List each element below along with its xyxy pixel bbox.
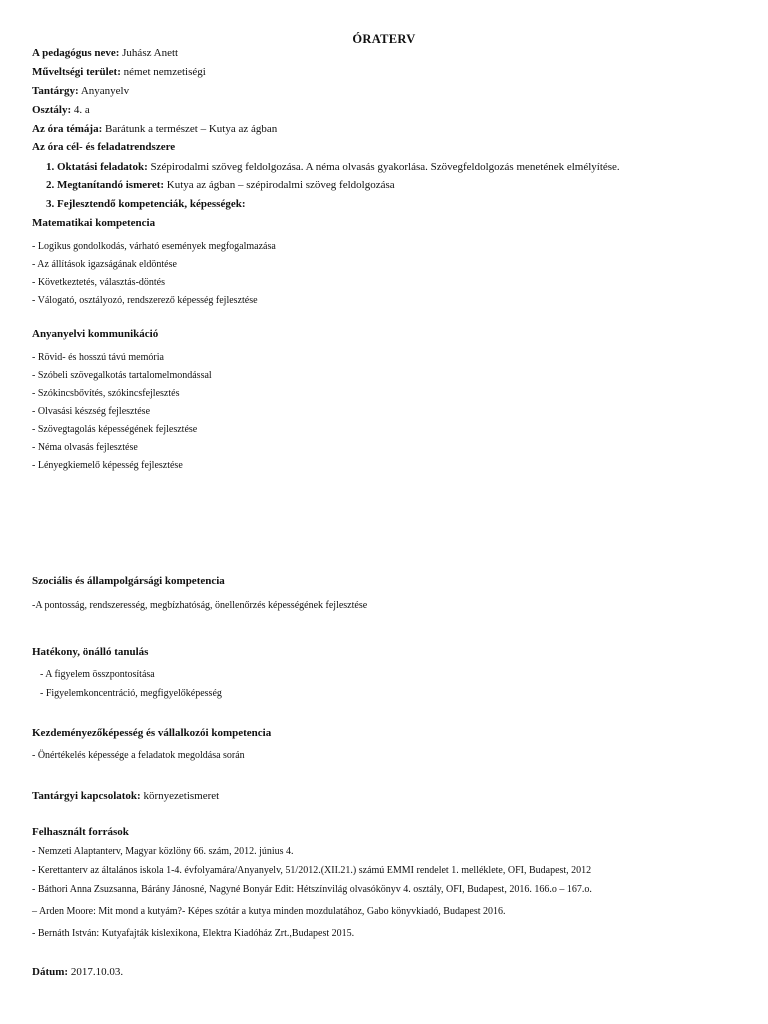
list-item: - Következtetés, választás-döntés: [32, 277, 166, 288]
subject-value: Anyanyelv: [80, 85, 130, 97]
subject-area-value: német nemzetiségi: [123, 66, 206, 78]
list-item: - Figyelemkoncentráció, megfigyelőképesség: [40, 688, 222, 699]
lang-heading: Anyanyelvi kommunikáció: [32, 328, 159, 340]
initiative-heading: Kezdeményezőképesség és vállalkozói kompetencia: [32, 727, 272, 739]
list-item: -A pontosság, rendszeresség, megbízhatóság, önellenőrzés képességének fejlesztése: [32, 600, 368, 611]
teacher-value: Juhász Anett: [122, 47, 179, 59]
lesson-topic-value: Barátunk a természet – Kutya az ágban: [105, 123, 278, 135]
list-item: - Szóbeli szövegalkotás tartalomelmondással: [32, 370, 212, 381]
teacher-label: A pedagógus neve:: [32, 47, 120, 59]
social-heading: Szociális és állampolgársági kompetencia: [32, 575, 225, 587]
subject: [32, 84, 129, 98]
list-item: - Szövegtagolás képességének fejlesztése: [32, 424, 198, 435]
list-item: - Válogató, osztályozó, rendszerező képesség fejlesztése: [32, 295, 258, 306]
subject-links-value: környezetismeret: [143, 790, 220, 802]
date-label: Dátum:: [32, 966, 69, 978]
goal-2: [46, 178, 395, 192]
subject-area: [32, 65, 206, 79]
subject-label: Tantárgy:: [32, 85, 79, 97]
subject-links-label: Tantárgyi kapcsolatok:: [32, 790, 141, 802]
goal-1-value: Szépirodalmi szöveg feldolgozása. A néma olvasás gyakorlása. Szövegfeldolgozás menetének elmélyítése.: [150, 161, 620, 173]
goal-2-value: Kutya az ágban – szépirodalmi szöveg feldolgozása: [166, 179, 395, 191]
list-item: - Logikus gondolkodás, várható események megfogalmazása: [32, 241, 276, 252]
lesson-topic: [32, 122, 277, 136]
class-label: Osztály:: [32, 104, 72, 116]
list-item: - Néma olvasás fejlesztése: [32, 442, 138, 453]
sources-heading: Felhasznált források: [32, 826, 129, 838]
list-item: - Kerettanterv az általános iskola 1-4. évfolyamára/Anyanyelv, 51/2012.(XII.21.) számú EMMI rendelet 1. melléklete, OFI, Budapest, 2012: [32, 865, 592, 876]
list-item: - A figyelem összpontosítása: [40, 669, 155, 680]
page-title: ÓRATERV: [352, 32, 416, 46]
goal-1-label: 1. Oktatási feladatok:: [46, 161, 148, 173]
goal-3: [46, 197, 246, 211]
goals-heading: Az óra cél- és feladatrendszere: [32, 141, 176, 153]
subject-links: [32, 789, 219, 803]
date-value: 2017.10.03.: [70, 966, 124, 978]
list-item: – Arden Moore: Mit mond a kutyám?- Képes szótár a kutya minden mozdulatához, Gabo könyvkiadó, Budapest 2016.: [32, 906, 506, 917]
lesson-topic-label: Az óra témája:: [32, 123, 103, 135]
list-item: - Önértékelés képessége a feladatok megoldása során: [32, 750, 245, 761]
list-item: - Szókincsbővítés, szókincsfejlesztés: [32, 388, 180, 399]
date: [32, 965, 123, 979]
teacher-name: [32, 46, 178, 60]
subject-area-label: Műveltségi terület:: [32, 66, 121, 78]
learning-heading: Hatékony, önálló tanulás: [32, 646, 149, 658]
list-item: - Nemzeti Alaptanterv, Magyar közlöny 66. szám, 2012. június 4.: [32, 846, 294, 857]
list-item: - Bernáth István: Kutyafajták kislexikona, Elektra Kiadóház Zrt.,Budapest 2015.: [32, 928, 355, 939]
list-item: - Lényegkiemelő képesség fejlesztése: [32, 460, 183, 471]
goal-3-label: 3. Fejlesztendő kompetenciák, képességek:: [46, 198, 246, 210]
goal-1: [46, 160, 620, 174]
math-heading: Matematikai kompetencia: [32, 217, 156, 229]
list-item: - Rövid- és hosszú távú memória: [32, 352, 164, 363]
class: [32, 103, 90, 117]
goal-2-label: 2. Megtanítandó ismeret:: [46, 179, 165, 191]
list-item: - Az állítások igazságának eldöntése: [32, 259, 177, 270]
list-item: - Báthori Anna Zsuzsanna, Bárány Jánosné, Nagyné Bonyár Edit: Hétszínvilág olvasókönyv 4. osztály, OFI, Budapest, 2016. 166.o – 167.o.: [32, 884, 592, 895]
list-item: - Olvasási készség fejlesztése: [32, 406, 151, 417]
class-value: 4. a: [73, 104, 90, 116]
